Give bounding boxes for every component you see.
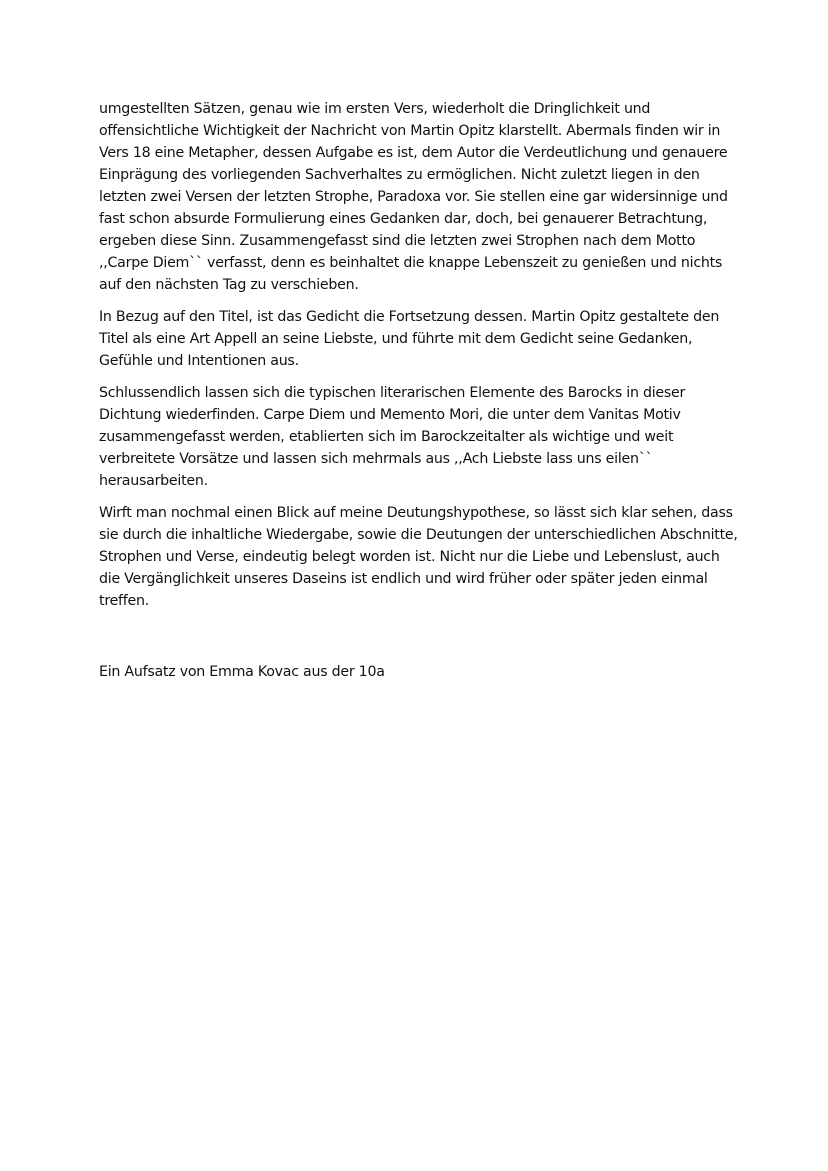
paragraph-baroque-elements: Schlussendlich lassen sich die typischen literarischen Elemente des Barocks in dieser Dichtung wiederfinden. Carpe Diem und Memento Mori, die unter dem Vanitas Motiv zusammengefasst werden, etablierten sich im Barockzeitalter als wichtige und weit verbreitete Vorsätze und lassen sich mehrmals aus ,,Ach Liebste lass uns eilen`` herausarbeiten. [99,385,686,489]
paragraph-title-relation: In Bezug auf den Titel, ist das Gedicht die Fortsetzung dessen. Martin Opitz gestaltete den Titel als eine Art Appell an seine Liebste, und führte mit dem Gedicht seine Gedanken, Gefühle und Intentionen aus. [99,309,720,369]
paragraph-conclusion-verses: umgestellten Sätzen, genau wie im ersten Vers, wiederholt die Dringlichkeit und offensichtliche Wichtigkeit der Nachricht von Martin Opitz klarstellt. Abermals finden wir in Vers 18 eine Metapher, dessen Aufgabe es ist, dem Autor die Verdeutlichung und genauere Einprägung des vorliegenden Sachverhaltes zu ermöglichen. Nicht zuletzt liegen in den letzten zwei Versen der letzten Strophe, Paradoxa vor. Sie stellen eine gar widersinnige und fast schon absurde Formulierung eines Gedanken dar, doch, bei genauerer Betrachtung, ergeben diese Sinn. Zusammengefasst sind die letzten zwei Strophen nach dem Motto ,,Carpe Diem`` verfasst, denn es beinhaltet die knappe Lebenszeit zu genießen und nichts auf den nächsten Tag zu verschieben. [99,101,728,293]
essay-body [99,98,739,622]
paragraph-hypothesis-confirmation: Wirft man nochmal einen Blick auf meine Deutungshypothese, so lässt sich klar sehen, dass sie durch die inhaltliche Wiedergabe, sowie die Deutungen der unterschiedlichen Abschnitte, Strophen und Verse, eindeutig belegt worden ist. Nicht nur die Liebe und Lebenslust, auch die Vergänglichkeit unseres Daseins ist endlich und wird früher oder später jeden einmal treffen. [99,505,738,609]
author-signature: Ein Aufsatz von Emma Kovac aus der 10a [99,664,385,680]
